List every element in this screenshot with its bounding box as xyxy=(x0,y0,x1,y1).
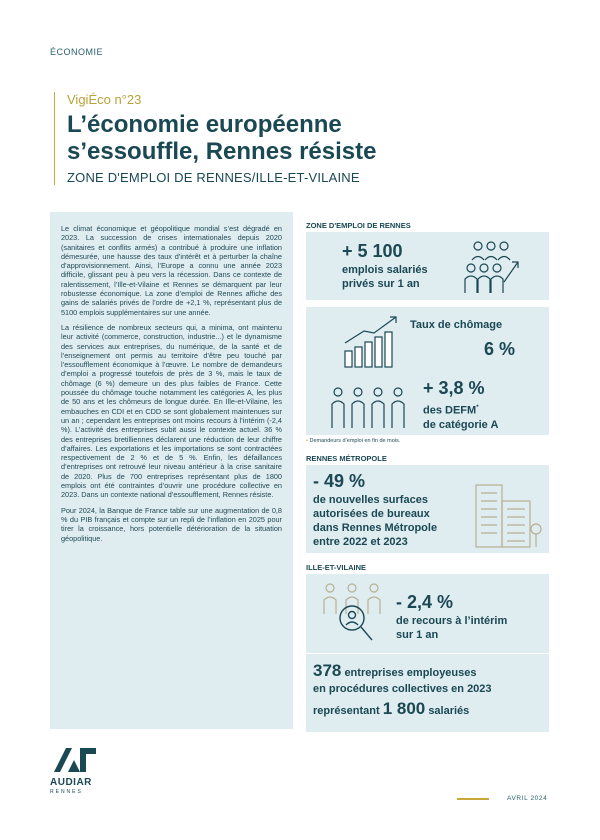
ille-vilaine-heading: ILLE-ET-VILAINE xyxy=(306,563,366,572)
footer-rule xyxy=(457,798,489,800)
interim-label-2: sur 1 an xyxy=(396,629,439,641)
procedures-label xyxy=(313,663,492,719)
bar-chart-growth-icon xyxy=(342,313,404,369)
bureaux-label-1: de nouvelles surfaces xyxy=(313,494,428,506)
interim-value: - 2,4 % xyxy=(396,592,454,612)
office-buildings-icon xyxy=(472,479,544,549)
logo-mark-icon xyxy=(50,748,98,772)
chomage-value: 6 % xyxy=(484,339,516,359)
paragraph-3: Pour 2024, la Banque de France table sur une augmentation de 0,8 % du PIB français et compte sur un repli de l’inflation en 2025 pour tirer la croissance, hors potentielle détérioration de la situation géopolitique. xyxy=(61,505,282,543)
procedures-card xyxy=(306,654,549,732)
defm-card xyxy=(306,372,549,435)
section-label: ÉCONOMIE xyxy=(50,47,104,57)
defm-value: + 3,8 % xyxy=(423,378,485,398)
salaries-value: 1 800 xyxy=(382,699,426,718)
chomage-label: Taux de chômage xyxy=(410,319,503,331)
paragraph-2: La résilience de nombreux secteurs qui, a minima, ont maintenu leur activité (commerce, construction, industrie...) et le dynamisme des services aux entreprises, du numérique, de la santé et de l’enseignement ont permis au territoire d’être peu touché par l’essoufflement économique à l’œuvre. Le nombre de demandeurs d’emploi a progressé toutefois de près de 3 %, mais le taux de chômage (6 %) demeure un des plus faibles de France. Cette poussée du chômage touche notamment les catégories A, les plus de 50 ans et les chômeurs de longue durée. En Ille-et-Vilaine, les embauches en CDI et en CDD se sont globalement maintenues sur un an ; cependant les entreprises ont moins recours à l’intérim (-2,4 %). L’activité des entreprises subit aussi le contexte actuel. 36 % des entreprises bretilliennes déclarent une réduction de leur chiffre d’affaires. Les exportations et les importations se sont contractées respectivement de 2 % et de 5 %. Enfin, les défaillances d’entreprises ont retrouvé leur niveau antérieur à la crise sanitaire de 2020. Plus de 700 entreprises représentant plus de 1800 emplois ont été contraintes d’ouvrir une procédure collective en 2023. Dans un contexte national d’essoufflement, Rennes résiste. xyxy=(61,322,282,500)
title-block xyxy=(54,92,554,185)
defm-footnote-marker: * xyxy=(476,405,479,411)
logo-subtext: RENNES xyxy=(50,789,83,795)
title-line-2: s’essouffle, Rennes résiste xyxy=(67,138,377,165)
paragraph-1: Le climat économique et géopolitique mondial s’est dégradé en 2023. La succession de crises internationales depuis 2020 (sanitaires et conflits armés) a contribué à produire une inflation démesurée, une hausse des taux d’intérêt et à perturber la chaîne d’approvisionnement. Ainsi, l’Europe a connu une année 2023 difficile, glissant peu à peu vers la récession. Dans ce contexte de ralentissement, l’Ille-et-Vilaine et Rennes se démarquent par leur robustesse économique. La zone d’emploi de Rennes affiche des gains de salariés privés de l’ordre de +2,1 %, représentant plus de 5100 emplois supplémentaires sur une année. xyxy=(61,224,282,317)
emplois-label xyxy=(342,263,428,291)
bureaux-label-4: entre 2022 et 2023 xyxy=(313,536,408,548)
page-title xyxy=(67,111,554,165)
emplois-label-1: emplois salariés xyxy=(342,264,428,276)
title-line-1: L’économie européenne xyxy=(67,111,342,138)
footnote: • Demandeurs d’emploi en fin de mois. xyxy=(306,438,401,444)
publication-date: AVRIL 2024 xyxy=(507,795,548,802)
bureaux-label-3: dans Rennes Métropole xyxy=(313,522,438,534)
bureaux-label-2: autorisées de bureaux xyxy=(313,508,430,520)
emplois-value: + 5 100 xyxy=(342,241,403,261)
defm-label-2: de catégorie A xyxy=(423,418,499,431)
bureaux-label xyxy=(313,493,437,549)
job-seekers-icon xyxy=(328,386,410,430)
chomage-card xyxy=(306,307,549,375)
audiar-logo xyxy=(50,748,100,795)
interim-label-1: de recours à l’intérim xyxy=(396,615,508,627)
emplois-card xyxy=(306,232,549,300)
article-body xyxy=(50,212,293,729)
interim-label xyxy=(396,614,507,642)
bureaux-value: - 49 % xyxy=(313,471,366,491)
people-search-icon xyxy=(318,580,388,650)
defm-label xyxy=(423,401,498,432)
interim-card xyxy=(306,574,549,653)
bureaux-card xyxy=(306,465,549,553)
procedures-value: 378 xyxy=(313,661,342,680)
page-subtitle: ZONE D'EMPLOI DE RENNES/ILLE-ET-VILAINE xyxy=(67,170,360,185)
defm-label-1: des DEFM* xyxy=(423,404,479,417)
emplois-label-2: privés sur 1 an xyxy=(342,278,420,290)
metropole-heading: RENNES MÉTROPOLE xyxy=(306,454,387,463)
procedures-line-1: 378 entreprises employeuses xyxy=(313,661,477,680)
group-people-icon xyxy=(460,238,522,296)
procedures-line-3: représentant 1 800 salariés xyxy=(313,699,470,718)
zone-emploi-heading: ZONE D'EMPLOI DE RENNES xyxy=(306,221,411,230)
procedures-line-2: en procédures collectives en 2023 xyxy=(313,683,492,695)
logo-text: AUDIAR xyxy=(50,777,92,788)
issue-label: VigiÉco n°23 xyxy=(67,92,142,107)
